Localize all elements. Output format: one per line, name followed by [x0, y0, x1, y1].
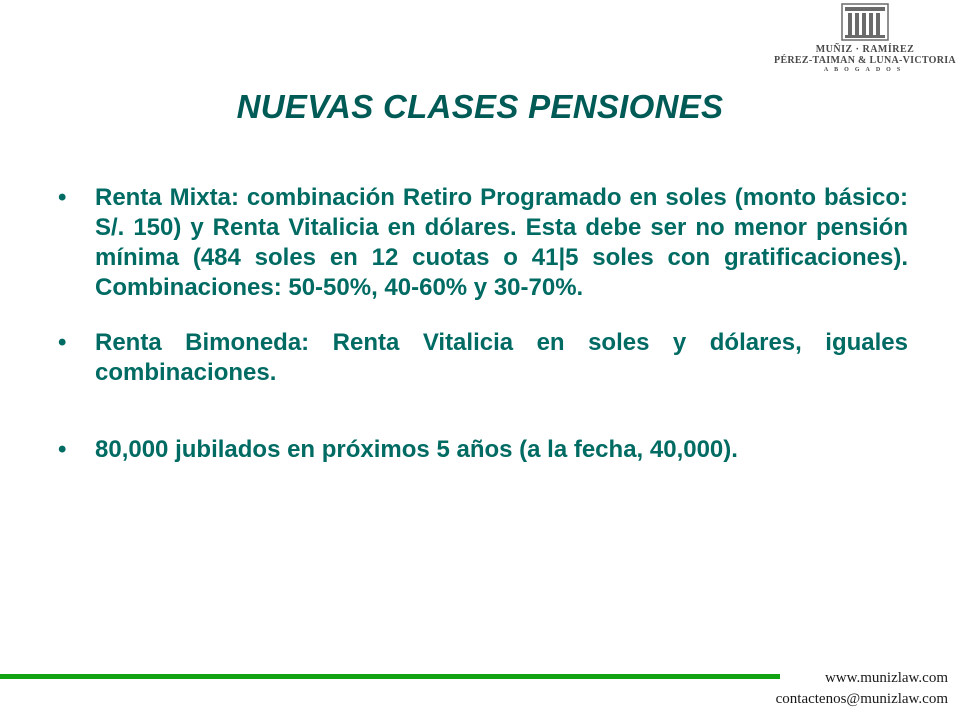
bullet-text: Renta Bimoneda: Renta Vitalicia en soles y dólares, iguales combinaciones. — [95, 329, 908, 386]
bullet-text: 80,000 jubilados en próximos 5 años (a la fecha, 40,000). — [95, 436, 738, 463]
logo-line-3: ABOGADOS — [823, 67, 907, 73]
footer-contact — [776, 668, 948, 710]
bullet-text: Renta Mixta: combinación Retiro Programado en soles (monto básico: S/. 150) y Renta Vitalicia en dólares. Esta debe ser no menor pensión mínima (484 soles en 12 cuotas o 41|5 soles con gratificaciones). Combinaciones: 50-50%, 40-60% y 30-70%. — [95, 184, 908, 301]
bullet-icon: • — [58, 436, 67, 463]
bullet-item — [58, 328, 908, 388]
bullet-icon: • — [58, 184, 67, 211]
email-link[interactable]: contactenos@munizlaw.com — [775, 691, 948, 707]
bullet-icon: • — [58, 329, 67, 356]
bullet-item — [58, 435, 908, 465]
logo-line-2: PÉREZ-TAIMAN & LUNA-VICTORIA — [774, 55, 956, 66]
footer-divider — [0, 674, 780, 679]
bullet-item — [58, 183, 908, 303]
slide-title: NUEVAS CLASES PENSIONES — [236, 88, 724, 125]
bullet-list — [58, 183, 908, 465]
firm-logo — [770, 2, 960, 82]
website-link[interactable]: www.munizlaw.com — [824, 670, 948, 686]
temple-icon — [840, 2, 890, 42]
logo-line-1: MUÑIZ · RAMÍREZ — [815, 44, 915, 55]
